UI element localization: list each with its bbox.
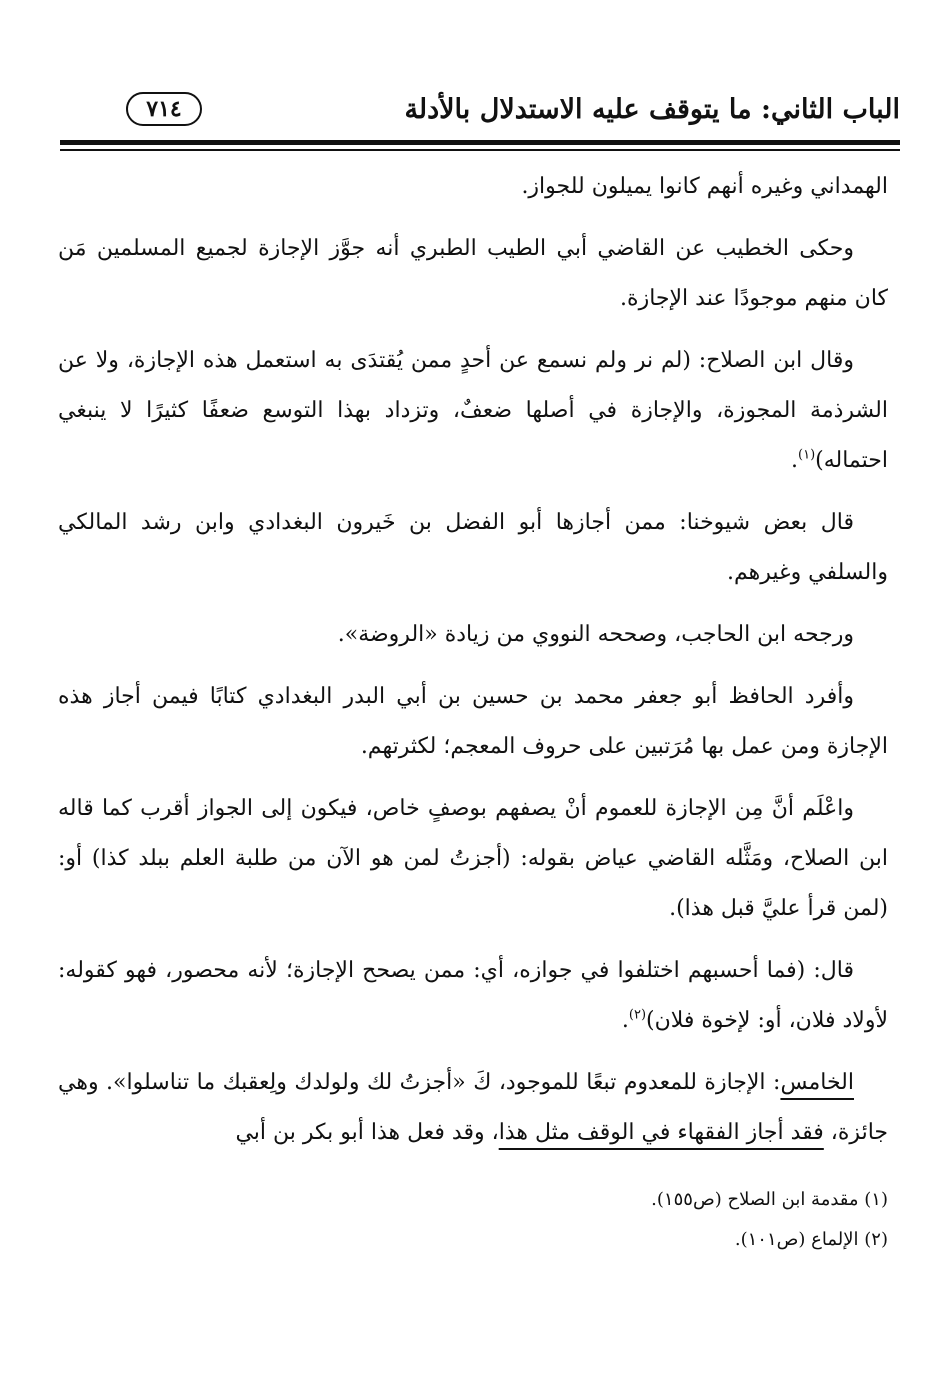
main-text [58, 162, 888, 1170]
paragraph-3-end: . [791, 448, 798, 473]
page-number-badge [126, 92, 202, 126]
page-header [24, 92, 900, 138]
paragraph-9-underlined: فقد أجاز الفقهاء في الوقف مثل هذا [498, 1120, 824, 1145]
paragraph-8 [58, 946, 888, 1046]
footnote-1: (١) مقدمة ابن الصلاح (ص١٥٥). [651, 1189, 888, 1210]
header-rule-thin [60, 149, 900, 151]
paragraph-9-text-1: : الإجازة للمعدوم تبعًا للموجود، كَ «أجزتُ لك ولولدك ولِعقبك ما تناسلوا». وهي جائزة، [58, 1070, 888, 1145]
header-rule-thick [60, 140, 900, 145]
paragraph-9-text-2: ، وقد فعل هذا أبو بكر بن أبي [235, 1120, 499, 1145]
paragraph-6: وأفرد الحافظ أبو جعفر محمد بن حسين بن أبي البدر البغدادي كتابًا فيمن أجاز هذه الإجازة ومن عمل بها مُرَتبين على حروف المعجم؛ لكثرتهم. [58, 684, 888, 759]
paragraph-9 [58, 1058, 888, 1158]
paragraph-3 [58, 336, 888, 486]
paragraph-8-end: . [621, 1008, 629, 1033]
paragraph-1: الهمداني وغيره أنهم كانوا يميلون للجواز. [521, 174, 888, 199]
paragraph-5: ورجحه ابن الحاجب، وصححه النووي من زيادة «الروضة». [337, 622, 854, 647]
running-title: الباب الثاني: ما يتوقف عليه الاستدلال بالأدلة [404, 94, 900, 125]
footnote-ref-2: (٢) [628, 1007, 647, 1023]
section-lead-fifth: الخامس [780, 1070, 854, 1095]
page-number: ٧١٤ [146, 96, 182, 122]
footnote-ref-1: (١) [798, 447, 816, 463]
paragraph-3-text: وقال ابن الصلاح: (لم نر ولم نسمع عن أحدٍ ممن يُقتدَى به استعمل هذه الإجازة، ولا عن الشرذمة المجوزة، والإجازة في أصلها ضعفٌ، وتزداد بهذا التوسع ضعفًا كثيرًا لا ينبغي احتماله) [58, 348, 888, 473]
paragraph-7: واعْلَم أنَّ مِن الإجازة للعموم أنْ يصفهم بوصفٍ خاص، فيكون إلى الجواز أقرب كما قاله ابن الصلاح، ومَثَّله القاضي عياض بقوله: (أجزتُ لمن هو الآن من طلبة العلم ببلد كذا) أو: (لمن قرأ عليَّ قبل هذا). [58, 796, 888, 921]
paragraph-2: وحكى الخطيب عن القاضي أبي الطيب الطبري أنه جوَّز الإجازة لجميع المسلمين مَن كان منهم موجودًا عند الإجازة. [58, 236, 888, 311]
paragraph-8-text: قال: (فما أحسبهم اختلفوا في جوازه، أي: ممن يصحح الإجازة؛ لأنه محصور، فهو كقوله: لأولاد فلان، أو: لإخوة فلان) [58, 958, 888, 1033]
footnotes [58, 1180, 888, 1260]
paragraph-4: قال بعض شيوخنا: ممن أجازها أبو الفضل بن خَيرون البغدادي وابن رشد المالكي والسلفي وغيرهم. [58, 510, 888, 585]
footnote-2: (٢) الإلماع (ص١٠١). [734, 1229, 888, 1250]
